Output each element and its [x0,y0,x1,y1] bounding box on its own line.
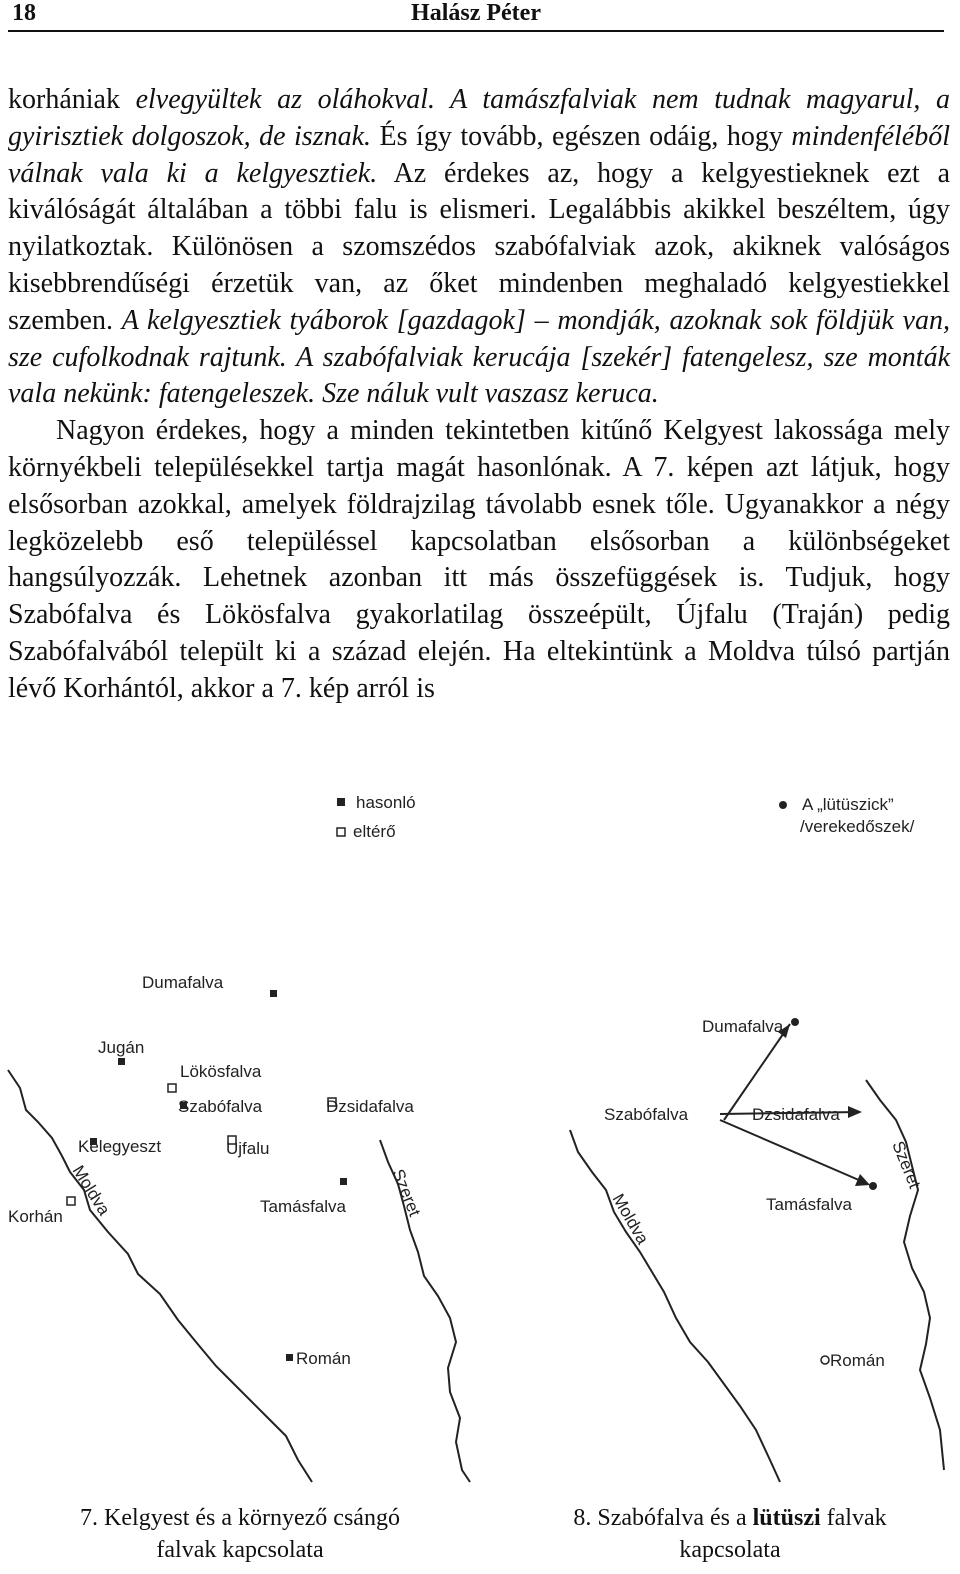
map7-szeret-river [380,1140,470,1482]
map8-legend-line1: A „lütüszick” [802,795,894,814]
map8-label-szabofalva: Szabófalva [604,1105,689,1124]
legend-filled-square-icon [337,798,345,806]
map7-marker-tamasfalva [340,1178,347,1185]
map7-label-ujfalu: Ujfalu [226,1139,270,1158]
figure-7-caption [30,1502,450,1566]
map7-label-korhan: Korhán [8,1207,63,1226]
map7-label-kelegyeszt: Kelegyeszt [78,1137,162,1156]
caption-8-post: falvak [820,1505,887,1531]
map8-label-szeret: Szeret [888,1138,925,1192]
map8-label-dumafalva: Dumafalva [702,1017,784,1036]
map7-marker-roman [286,1354,293,1361]
map7-marker-korhan [67,1197,75,1205]
map8-legend-line2: /verekedőszek/ [800,817,915,836]
map7-marker-dumafalva [270,990,277,997]
map7-marker-jugan [118,1058,125,1065]
legend-label-different: eltérő [353,822,396,841]
map7-moldva-river [8,1070,312,1482]
map8-moldva-river [570,1130,780,1482]
caption-7-line2: falvak kapcsolata [156,1537,324,1563]
map8-marker-tamasfalva [869,1182,877,1190]
map8-label-moldva: Moldva [608,1190,653,1248]
paragraph-2: Nagyon érdekes, hogy a minden tekintetben kitűnő Kelgyest lakossága mely környékbeli településekkel tartja magát hasonlónak. A 7. képen azt látjuk, hogy elsősorban azokkal, amelyek földrajzilag távolabb esnek tőle. Ugyanakkor a négy legközelebb eső településsel kapcsolatban elsősorban a különbségeket hangsúlyozzák. Lehetnek azonban itt más összefüggések is. Tudjuk, hogy Szabófalva és Lökösfalva gyakorlatilag összeépült, Újfalu (Traján) pedig Szabófalvából települt ki a század elején. Ha eltekintünk a Moldva túlsó partján lévő Korhántól, akkor a 7. kép arról is [8,415,950,704]
caption-8-bold: lütüszi [752,1505,821,1531]
map7-label-szeret: Szeret [388,1166,425,1220]
paragraph-1 [8,82,950,413]
caption-7-line1: 7. Kelgyest és a környező csángó [80,1505,400,1531]
p1-quote: A kelgyesztiek tyáborok [gazdagok] – mondják, azoknak sok földjük van, sze cufolkodnak rajtunk. A szabófalviak kerucája [szekér] fatengelesz, sze monták vala nekünk: fatengeleszek. Sze náluk vult vaszasz keruca. [8,304,950,410]
p1-run: korhániak [8,84,136,115]
map7-marker-lokosfalva [168,1084,176,1092]
map8-arrow [720,1120,868,1184]
map8-marker-roman [821,1356,829,1364]
legend-dot-icon [779,801,787,809]
legend-label-similar: hasonló [356,793,416,812]
map8-marker-dumafalva [791,1018,799,1026]
map7-label-dumafalva: Dumafalva [142,973,224,992]
body-text [8,82,950,708]
p1-run: És így tovább, egészen odáig, hogy [371,120,792,152]
map7-label-jugan: Jugán [98,1038,145,1057]
running-author: Halász Péter [411,0,541,26]
legend-empty-square-icon [337,828,345,836]
caption-8-line2: kapcsolata [679,1537,781,1563]
caption-8-pre: 8. Szabófalva és a [573,1505,753,1531]
map7-label-dzsidafalva: Dzsidafalva [326,1097,414,1116]
arrow-head-icon [848,1106,862,1118]
page-header [8,0,944,32]
map8-label-roman: Román [830,1351,885,1370]
map7-label-moldva: Moldva [68,1162,114,1219]
map8-label-tamasfalva: Tamásfalva [766,1195,852,1214]
map7-label-tamasfalva: Tamásfalva [260,1197,346,1216]
page-number: 18 [12,0,36,26]
p1-quote: elvegyültek az oláhokval. A tamászfalviak nem tudnak magyarul, a gyirisztiek dolgoszok, de isznak. [8,84,950,152]
map7-label-lokosfalva: Lökösfalva [180,1062,262,1081]
map7-label-roman: Román [296,1349,351,1368]
figure-8-caption [500,1502,960,1566]
p1-run: Az érdekes az, hogy a kelgyestieknek ezt a kiválóságát általában a többi falu is elismeri. Legalábbis akikkel beszéltem, úgy nyilatkoztak. Különösen a szomszédos szabófalviak azok, akiknek valóságos kisebbrendűségi érzetük van, az őket mindenben meghaladó kelgyestiekkel szemben. [8,157,950,336]
maps-figure [0,770,960,1490]
p1-quote: mindenféléből válnak vala ki a kelgyesztiek. [8,120,950,189]
map8-label-dzsidafalva: Dzsidafalva [752,1105,840,1124]
map7-label-szabofalva: Szabófalva [178,1097,263,1116]
